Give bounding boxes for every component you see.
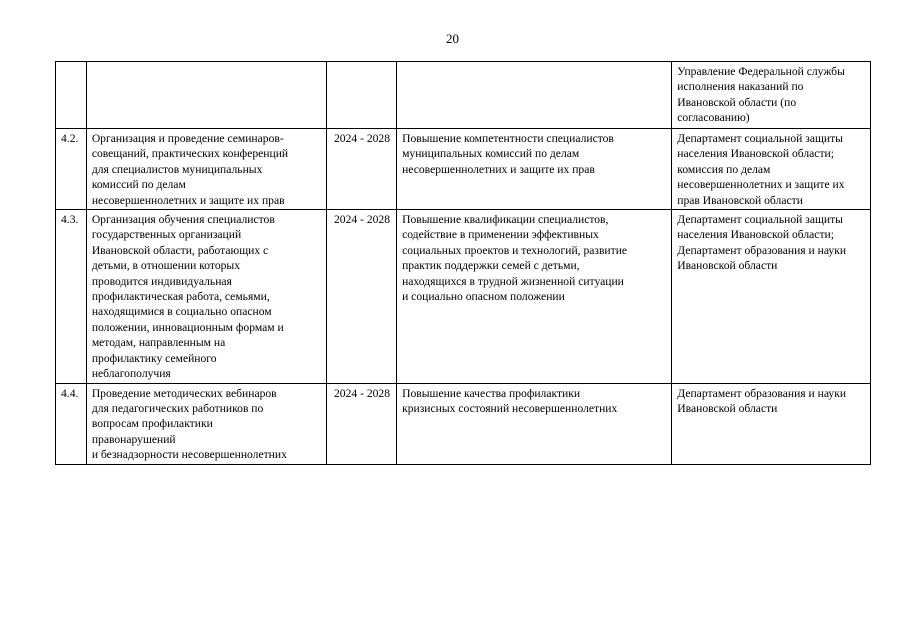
cell-result (397, 383, 672, 464)
executor-text: Департамент социальной защиты населения Ивановской области; Департамент образования и науки Ивановской области (677, 213, 847, 273)
result-text: Повышение квалификации специалистов, содействие в применении эффективных социальных проектов и технологий, развитие практик поддержки семей с детьми, находящихся в трудной жизненной ситуации и социально опасном положении (402, 213, 628, 304)
cell-event (86, 129, 326, 210)
page-number: 20 (446, 31, 459, 46)
cell-executor (672, 210, 871, 383)
table-row (56, 210, 871, 383)
result-text: Повышение компетентности специалистов муниципальных комиссий по делам несовершеннолетних и защите их прав (402, 132, 614, 176)
cell-period (326, 129, 396, 210)
event-text: Организация и проведение семинаров- совещаний, практических конференций для специалистов муниципальных комиссий по делам несовершеннолетних и защите их прав (91, 132, 289, 207)
executor-text: Управление Федеральной службы исполнения наказаний по Ивановской области (по согласованию) (677, 65, 845, 125)
period-text: 2024 - 2028 (333, 213, 391, 227)
cell-result (397, 129, 672, 210)
event-text: Организация обучения специалистов государственных организаций Ивановской области, работающих с детьми, в отношении которых проводится индивидуальная профилактическая работа, семьями, находящимися в социально опасном положении, инновационным формам и методам, направленным на профилактику семейного неблагополучия (91, 213, 284, 381)
cell-number (56, 129, 87, 210)
row-number: 4.4. (61, 386, 79, 400)
cell-period (326, 62, 396, 129)
result-text: Повышение качества профилактики кризисных состояний несовершеннолетних (402, 386, 618, 415)
cell-executor (672, 383, 871, 464)
cell-period (326, 210, 396, 383)
cell-event (86, 383, 326, 464)
cell-result (397, 62, 672, 129)
executor-text: Департамент образования и науки Ивановской области (677, 386, 847, 415)
cell-executor (672, 129, 871, 210)
cell-number (56, 383, 87, 464)
cell-event (86, 210, 326, 383)
cell-event (86, 62, 326, 129)
measures-table (55, 61, 871, 465)
table-row (56, 383, 871, 464)
period-text: 2024 - 2028 (333, 386, 391, 400)
event-text: Проведение методических вебинаров для педагогических работников по вопросам профилактики правонарушений и безнадзорности несовершеннолетних (91, 386, 287, 462)
table-row (56, 129, 871, 210)
cell-executor (672, 62, 871, 129)
row-number: 4.2. (61, 132, 79, 145)
cell-number (56, 62, 87, 129)
executor-text: Департамент социальной защиты населения Ивановской области; комиссия по делам несовершеннолетних и защите их прав Ивановской области (677, 132, 845, 207)
period-text: 2024 - 2028 (333, 132, 391, 145)
cell-number (56, 210, 87, 383)
cell-period (326, 383, 396, 464)
row-number: 4.3. (61, 213, 79, 227)
cell-result (397, 210, 672, 383)
table-row-continued (56, 62, 871, 129)
